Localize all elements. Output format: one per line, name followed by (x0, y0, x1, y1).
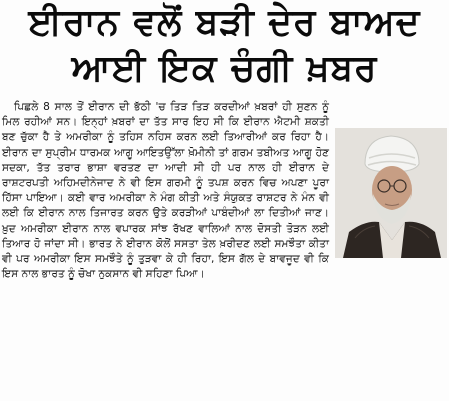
cleric-portrait-photo (335, 128, 447, 258)
article-paragraph: ਪਿਛਲੇ 8 ਸਾਲ ਤੋਂ ਈਰਾਨ ਦੀ ਭੱਠੀ 'ਚ ਤਿੜ ਤਿੜ ਕਰਦੀਆਂ ਖ਼ਬਰਾਂ ਹੀ ਸੁਣਨ ਨੂੰ ਮਿਲ ਰਹੀਆਂ ਸਨ। ਇਨ੍ਹਾਂ ਖ਼ਬਰਾਂ ਦਾ ਤੱਤ ਸਾਰ ਇਹ ਸੀ ਕਿ ਈਰਾਨ ਐਟਮੀ ਸ਼ਕਤੀ ਬਣ ਚੁੱਕਾ ਹੈ ਤੇ ਅਮਰੀਕਾ ਨੂੰ ਤਹਿਸ ਨਹਿਸ ਕਰਨ ਲਈ ਤਿਆਰੀਆਂ ਕਰ ਰਿਹਾ ਹੈ। ਈਰਾਨ ਦਾ ਸੁਪ੍ਰੀਮ ਧਾਰਮਕ ਆਗੂ ਆਇਤਉੱਲਾ ਖ਼ੋਮੀਨੀ ਤਾਂ ਗਰਮ ਤਬੀਅਤ ਆਗੂ ਹੋਣ ਸਦਕਾ, ਤੱਤ ਤਰਾਰ ਭਾਸ਼ਾ ਵਰਤਣ ਦਾ ਆਦੀ ਸੀ ਹੀ ਪਰ ਨਾਲ ਹੀ ਈਰਾਨ ਦੇ ਰਾਸ਼ਟਰਪਤੀ ਅਹਿਮਦੀਨੇਜਾਦ ਨੇ ਵੀ ਇਸ ਗਰਮੀ ਨੂੰ ਤਪਸ਼ ਕਰਨ ਵਿਚ ਅਪਣਾ ਪੂਰਾ ਹਿੱਸਾ ਪਾਇਆ। ਕਈ ਵਾਰ ਅਮਰੀਕਾ ਨੇ ਮੰਗ ਕੀਤੀ ਅਤੇ ਸੰਯੁਕਤ ਰਾਸ਼ਟਰ ਨੇ ਮੰਨ ਵੀ ਲਈ ਕਿ ਈਰਾਨ ਨਾਲ ਤਿਜਾਰਤ ਕਰਨ ਉਤੇ ਕਰੜੀਆਂ ਪਾਬੰਦੀਆਂ ਲਾ ਦਿਤੀਆਂ ਜਾਣ। ਖ਼ੁਦ ਅਮਰੀਕਾ ਈਰਾਨ ਨਾਲ ਵਪਾਰਕ ਸਾਂਝ ਰੱਖਣ ਵਾਲਿਆਂ ਨਾਲ ਦੋਸਤੀ ਤੋੜਨ ਲਈ ਤਿਆਰ ਹੋ ਜਾਂਦਾ ਸੀ। ਭਾਰਤ ਨੇ ਈਰਾਨ ਕੋਲੋਂ ਸਸਤਾ ਤੇਲ ਖ਼ਰੀਦਣ ਲਈ ਸਮਝੌਤਾ ਕੀਤਾ ਵੀ ਪਰ ਅਮਰੀਕਾ ਇਸ ਸਮਝੌਤੇ ਨੂੰ ਤੁੜਵਾ ਕੇ ਹੀ ਰਿਹਾ, ਇਸ ਗੱਲ ਦੇ ਬਾਵਜੂਦ ਵੀ ਕਿ ਇਸ ਨਾਲ ਭਾਰਤ ਨੂੰ ਚੋਖਾ ਨੁਕਸਾਨ ਵੀ ਸਹਿਣਾ ਪਿਆ। (2, 101, 329, 281)
article-body (2, 100, 447, 282)
headline-line-2: ਆਈ ਇਕ ਚੰਗੀ ਖ਼ਬਰ (71, 48, 378, 89)
headline-line-1: ਈਰਾਨ ਵਲੋਂ ਬੜੀ ਦੇਰ ਬਾਅਦ (28, 2, 421, 43)
